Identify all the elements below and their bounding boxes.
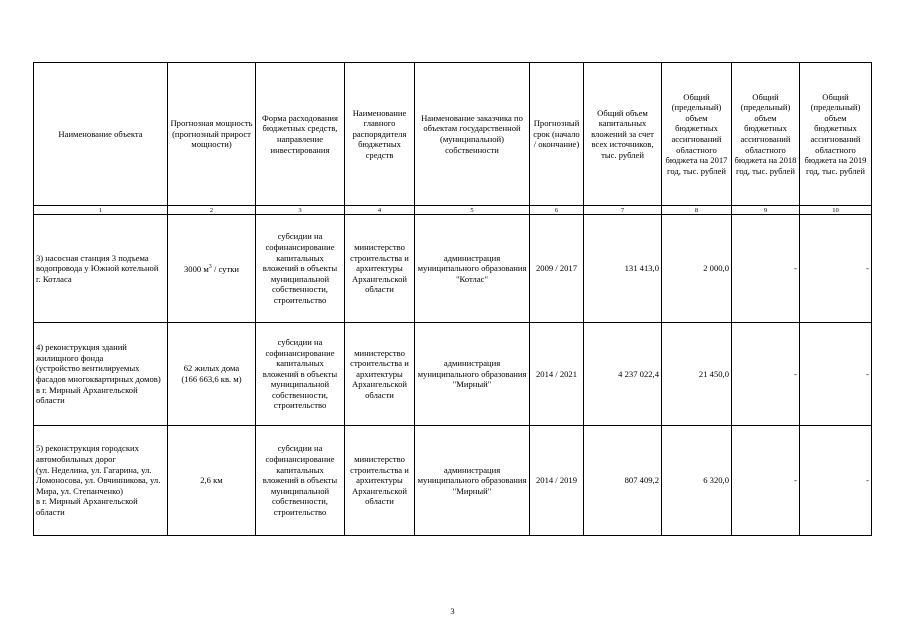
total-investment-cell: 4 237 022,4 xyxy=(584,323,662,426)
budget-2017-cell: 6 320,0 xyxy=(662,426,732,536)
spending-form-cell: субсидии на софинансирование капитальных вложений в объекты муниципальной собственности, строительство xyxy=(256,426,345,536)
distributor-cell: министерство строительства и архитектуры Архангельской области xyxy=(345,323,415,426)
column-number: 1 xyxy=(34,206,168,215)
column-number: 5 xyxy=(415,206,530,215)
table-header-row xyxy=(34,63,872,206)
header-object-name: Наименование объекта xyxy=(34,63,168,206)
header-customer: Наименование заказчика по объектам государственной (муниципальной) собственности xyxy=(415,63,530,206)
header-term: Прогнозный срок (начало / окончание) xyxy=(530,63,584,206)
budget-2018-cell: - xyxy=(732,323,800,426)
table-row xyxy=(34,215,872,323)
column-number: 6 xyxy=(530,206,584,215)
total-investment-cell: 807 409,2 xyxy=(584,426,662,536)
header-capacity: Прогнозная мощность (прогнозный прирост мощности) xyxy=(168,63,256,206)
table-row xyxy=(34,323,872,426)
capacity-unit: / сутки xyxy=(211,264,239,275)
object-name-line: (ул. Неделина, ул. Гагарина, ул. Ломоносова, ул. Овчинникова, ул. Мира, ул. Степанченко) xyxy=(36,464,161,496)
distributor-cell: министерство строительства и архитектуры Архангельской области xyxy=(345,426,415,536)
term-cell: 2014 / 2021 xyxy=(530,323,584,426)
object-name-line: 5) реконструкция городских автомобильных дорог xyxy=(36,443,139,465)
capital-investment-table xyxy=(33,62,872,536)
capacity-cell xyxy=(168,323,256,426)
object-name-line: в г. Мирный Архангельской области xyxy=(36,496,138,517)
budget-2017-cell: 21 450,0 xyxy=(662,323,732,426)
spending-form-cell: субсидии на софинансирование капитальных вложений в объекты муниципальной собственности, строительство xyxy=(256,215,345,323)
object-name-cell: 3) насосная станция 3 подъема водопровода у Южной котельной г. Котласа xyxy=(34,215,168,323)
header-budget-2019: Общий (предельный) объем бюджетных ассигнований областного бюджета на 2019 год, тыс. рублей xyxy=(800,63,872,206)
table-row xyxy=(34,426,872,536)
object-name-line: (устройство вентилируемых фасадов многоквартирных домов) xyxy=(36,363,161,384)
column-number-row xyxy=(34,206,872,215)
column-number: 9 xyxy=(732,206,800,215)
spending-form-cell: субсидии на софинансирование капитальных вложений в объекты муниципальной собственности, строительство xyxy=(256,323,345,426)
customer-cell: администрация муниципального образования "Мирный" xyxy=(415,323,530,426)
capacity-line: 62 жилых дома xyxy=(183,363,240,374)
total-investment-cell: 131 413,0 xyxy=(584,215,662,323)
capacity-line: (166 663,6 кв. м) xyxy=(181,374,242,384)
column-number: 4 xyxy=(345,206,415,215)
budget-2017-cell: 2 000,0 xyxy=(662,215,732,323)
capacity-superscript: 3 xyxy=(208,264,212,271)
column-number: 2 xyxy=(168,206,256,215)
budget-2018-cell: - xyxy=(732,426,800,536)
term-cell: 2014 / 2019 xyxy=(530,426,584,536)
column-number: 8 xyxy=(662,206,732,215)
capacity-cell xyxy=(168,215,256,323)
customer-cell: администрация муниципального образования "Котлас" xyxy=(415,215,530,323)
header-main-distributor: Наименование главного распорядителя бюджетных средств xyxy=(345,63,415,206)
column-number: 7 xyxy=(584,206,662,215)
object-name-cell xyxy=(34,426,168,536)
header-budget-2018: Общий (предельный) объем бюджетных ассигнований областного бюджета на 2018 год, тыс. рублей xyxy=(732,63,800,206)
column-number: 10 xyxy=(800,206,872,215)
header-total-investment: Общий объем капитальных вложений за счет всех источников, тыс. рублей xyxy=(584,63,662,206)
budget-2019-cell: - xyxy=(800,323,872,426)
budget-2018-cell: - xyxy=(732,215,800,323)
column-number: 3 xyxy=(256,206,345,215)
budget-2019-cell: - xyxy=(800,215,872,323)
object-name-line: в г. Мирный Архангельской области xyxy=(36,384,138,406)
page-number: 3 xyxy=(450,606,455,616)
capacity-cell: 2,6 км xyxy=(168,426,256,536)
header-budget-2017: Общий (предельный) объем бюджетных ассигнований областного бюджета на 2017 год, тыс. рублей xyxy=(662,63,732,206)
term-cell: 2009 / 2017 xyxy=(530,215,584,323)
budget-2019-cell: - xyxy=(800,426,872,536)
object-name-cell xyxy=(34,323,168,426)
object-name-line: 4) реконструкция зданий жилищного фонда xyxy=(36,342,127,363)
header-spending-form: Форма расходования бюджетных средств, направление инвестирования xyxy=(256,63,345,206)
distributor-cell: министерство строительства и архитектуры Архангельской области xyxy=(345,215,415,323)
customer-cell: администрация муниципального образования "Мирный" xyxy=(415,426,530,536)
capacity-value: 3000 м xyxy=(184,264,209,275)
